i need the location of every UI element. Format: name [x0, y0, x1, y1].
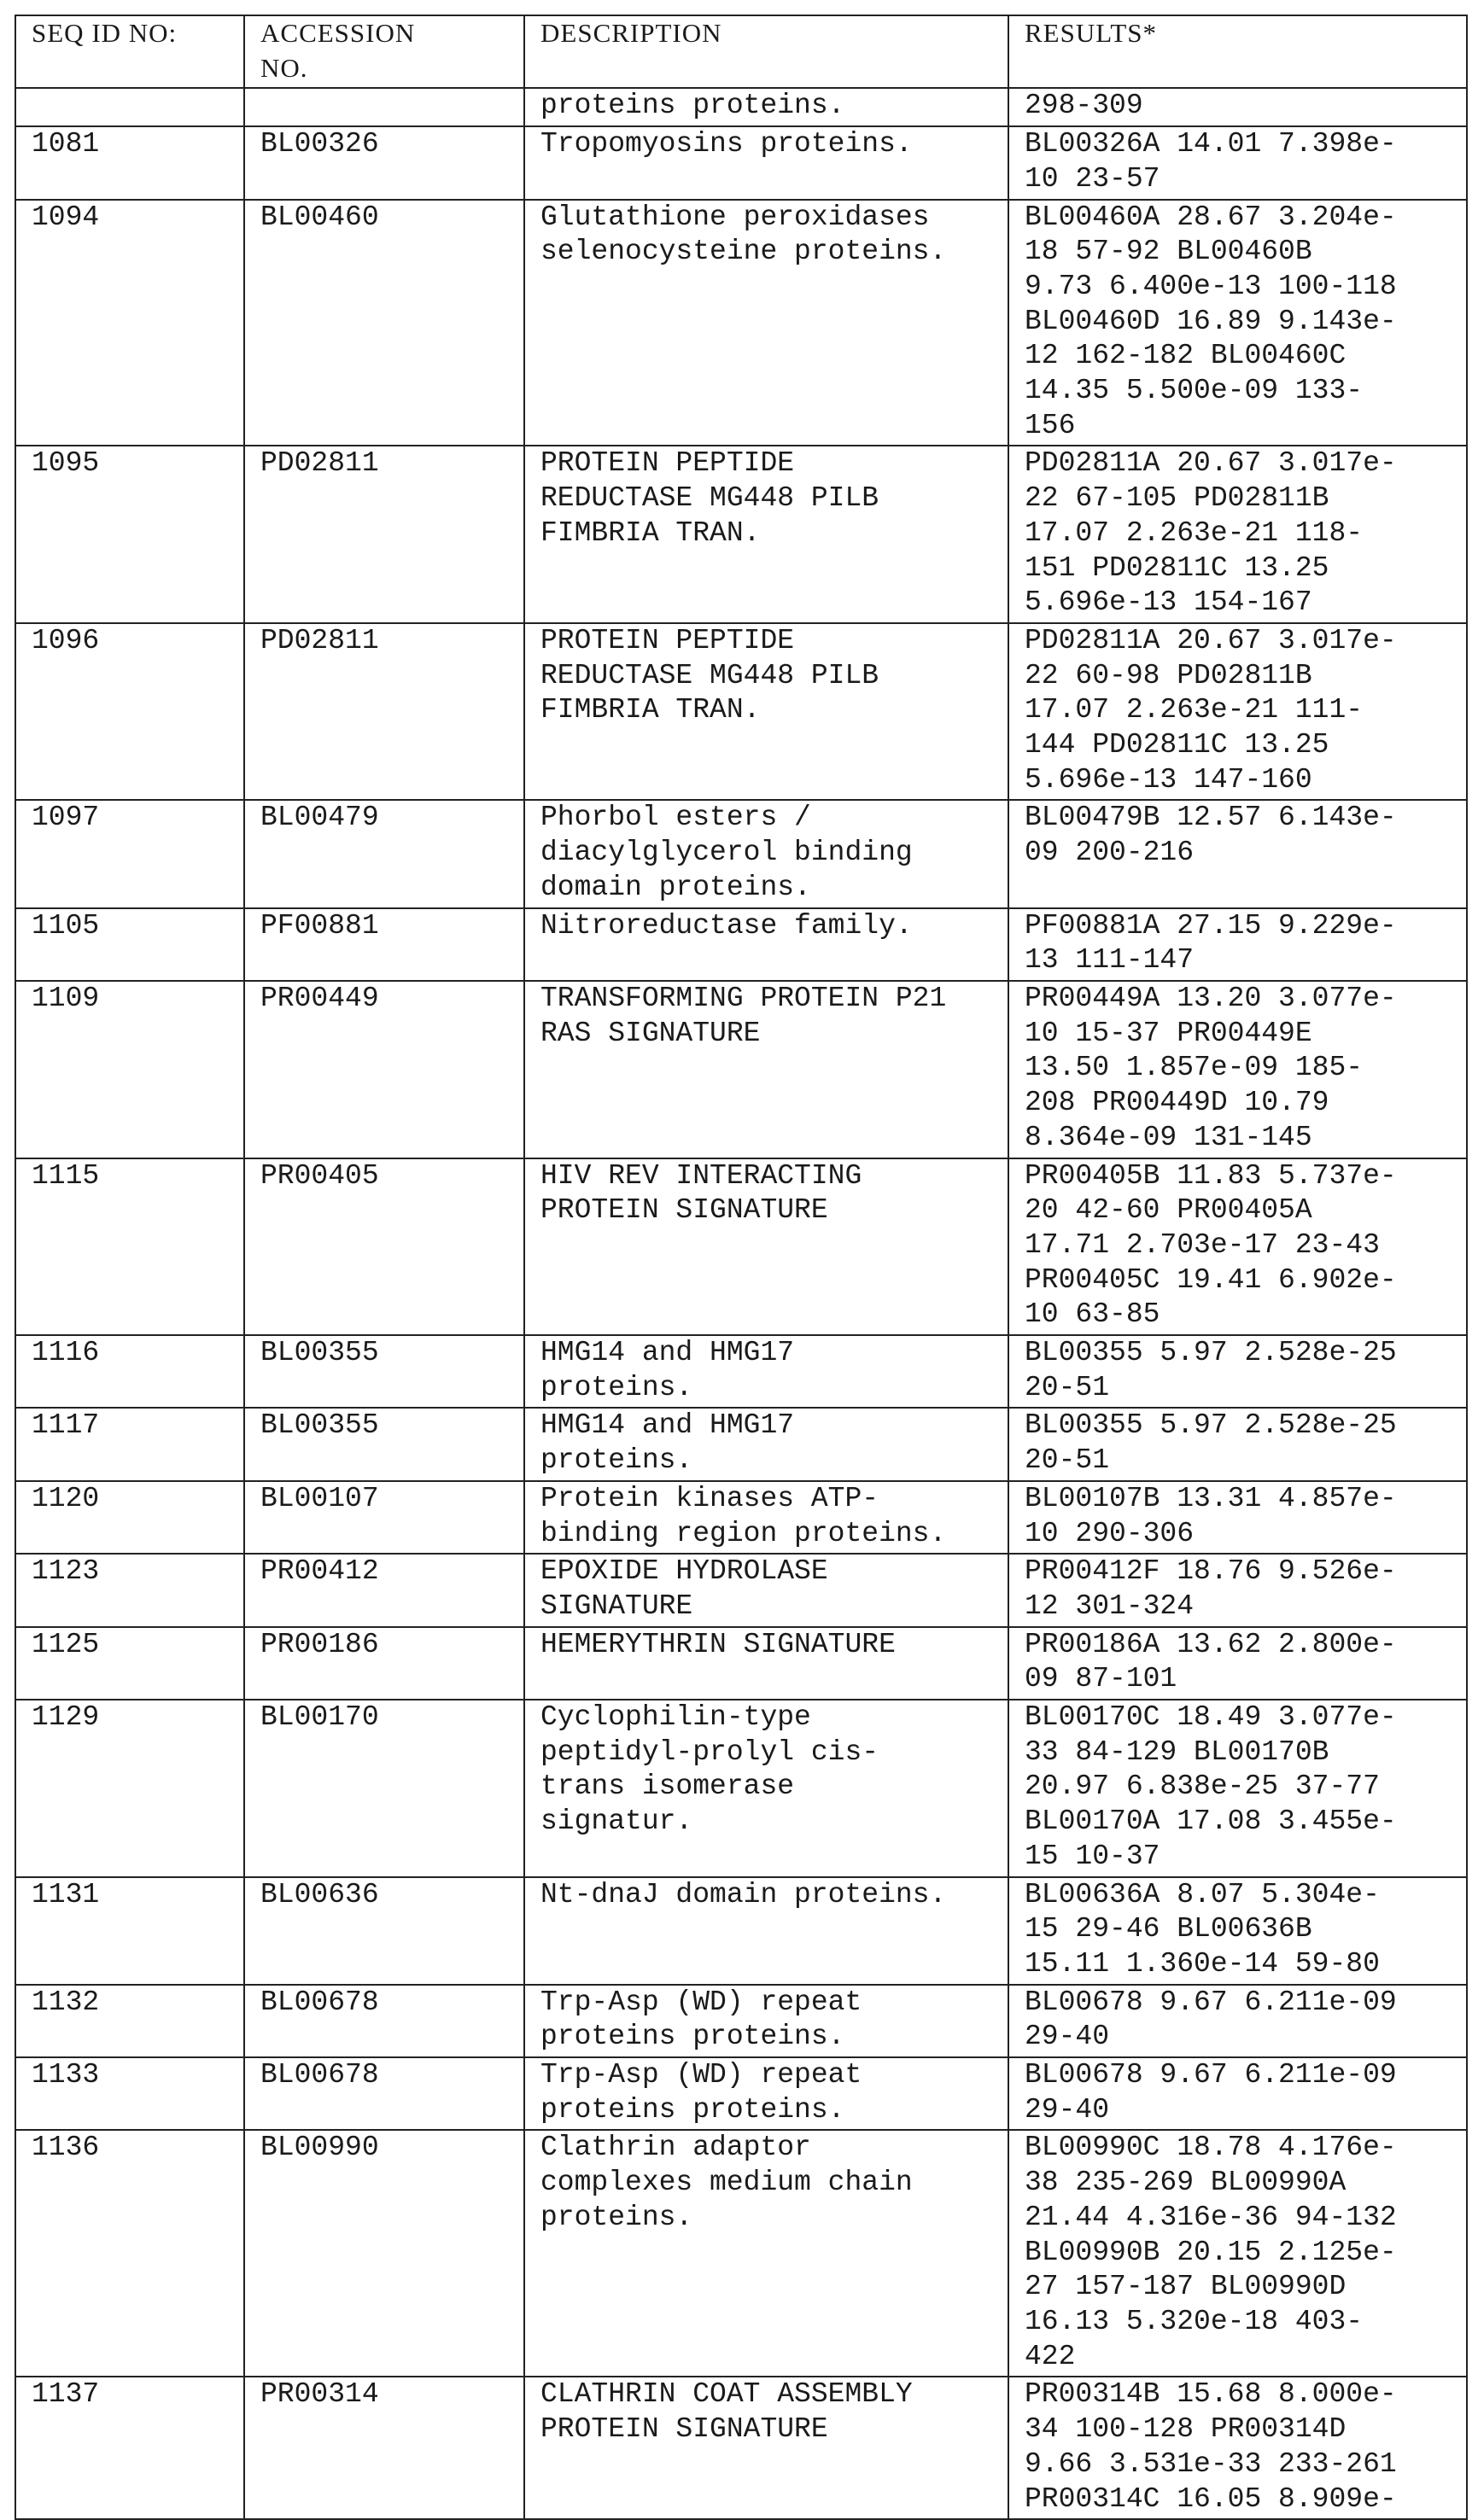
description-cell: Nt-dnaJ domain proteins.	[524, 1877, 1008, 1985]
seq-id-cell: 1097	[15, 800, 244, 907]
accession-cell: BL00107	[244, 1481, 524, 1554]
accession-cell: BL00479	[244, 800, 524, 907]
accession-cell: PF00881	[244, 908, 524, 981]
description-cell: HMG14 and HMG17 proteins.	[524, 1335, 1008, 1408]
results-cell: PR00405B 11.83 5.737e- 20 42-60 PR00405A 17.71 2.703e-17 23-43 PR00405C 19.41 6.902e- 10 63-85	[1008, 1158, 1467, 1336]
accession-cell: BL00170	[244, 1700, 524, 1877]
description-cell: proteins proteins.	[524, 88, 1008, 126]
header-row	[15, 15, 1467, 88]
results-cell: BL00990C 18.78 4.176e- 38 235-269 BL00990A 21.44 4.316e-36 94-132 BL00990B 20.15 2.125e- 27 157-187 BL00990D 16.13 5.320e-18 403- 422	[1008, 2130, 1467, 2377]
accession-cell: PR00186	[244, 1627, 524, 1700]
results-table	[15, 15, 1468, 2520]
header-description: DESCRIPTION	[524, 15, 1008, 88]
description-cell: Cyclophilin-type peptidyl-prolyl cis- trans isomerase signatur.	[524, 1700, 1008, 1877]
seq-id-cell: 1137	[15, 2377, 244, 2519]
description-cell: Protein kinases ATP- binding region proteins.	[524, 1481, 1008, 1554]
accession-cell: PD02811	[244, 446, 524, 623]
results-cell: 298-309	[1008, 88, 1467, 126]
seq-id-cell: 1094	[15, 200, 244, 446]
seq-id-cell: 1123	[15, 1554, 244, 1626]
results-cell: BL00355 5.97 2.528e-25 20-51	[1008, 1335, 1467, 1408]
seq-id-cell: 1081	[15, 126, 244, 199]
description-cell: EPOXIDE HYDROLASE SIGNATURE	[524, 1554, 1008, 1626]
description-cell: Trp-Asp (WD) repeat proteins proteins.	[524, 2057, 1008, 2130]
table-row	[15, 1335, 1467, 1408]
seq-id-cell: 1105	[15, 908, 244, 981]
seq-id-cell: 1129	[15, 1700, 244, 1877]
description-cell: HIV REV INTERACTING PROTEIN SIGNATURE	[524, 1158, 1008, 1336]
results-cell: BL00479B 12.57 6.143e- 09 200-216	[1008, 800, 1467, 907]
results-cell: PR00186A 13.62 2.800e- 09 87-101	[1008, 1627, 1467, 1700]
table-row	[15, 1481, 1467, 1554]
description-cell: CLATHRIN COAT ASSEMBLY PROTEIN SIGNATURE	[524, 2377, 1008, 2519]
results-cell: BL00678 9.67 6.211e-09 29-40	[1008, 1985, 1467, 2057]
results-cell: BL00170C 18.49 3.077e- 33 84-129 BL00170B 20.97 6.838e-25 37-77 BL00170A 17.08 3.455e- 15 10-37	[1008, 1700, 1467, 1877]
description-cell: PROTEIN PEPTIDE REDUCTASE MG448 PILB FIMBRIA TRAN.	[524, 623, 1008, 801]
table-row	[15, 1985, 1467, 2057]
seq-id-cell: 1116	[15, 1335, 244, 1408]
accession-cell: BL00355	[244, 1335, 524, 1408]
seq-id-cell: 1095	[15, 446, 244, 623]
table-row	[15, 1554, 1467, 1626]
seq-id-cell: 1136	[15, 2130, 244, 2377]
table-row	[15, 2057, 1467, 2130]
description-cell: HEMERYTHRIN SIGNATURE	[524, 1627, 1008, 1700]
seq-id-cell	[15, 88, 244, 126]
accession-cell: PR00405	[244, 1158, 524, 1336]
results-cell: PD02811A 20.67 3.017e- 22 67-105 PD02811B 17.07 2.263e-21 118- 151 PD02811C 13.25 5.696e-13 154-167	[1008, 446, 1467, 623]
table-row	[15, 623, 1467, 801]
table-row	[15, 1408, 1467, 1480]
results-cell: PF00881A 27.15 9.229e- 13 111-147	[1008, 908, 1467, 981]
results-cell: BL00678 9.67 6.211e-09 29-40	[1008, 2057, 1467, 2130]
header-seq-id: SEQ ID NO:	[15, 15, 244, 88]
description-cell: Phorbol esters / diacylglycerol binding domain proteins.	[524, 800, 1008, 907]
results-cell: BL00107B 13.31 4.857e- 10 290-306	[1008, 1481, 1467, 1554]
accession-cell: PD02811	[244, 623, 524, 801]
description-cell: Nitroreductase family.	[524, 908, 1008, 981]
description-cell: Clathrin adaptor complexes medium chain proteins.	[524, 2130, 1008, 2377]
description-cell: TRANSFORMING PROTEIN P21 RAS SIGNATURE	[524, 981, 1008, 1158]
results-cell: PR00412F 18.76 9.526e- 12 301-324	[1008, 1554, 1467, 1626]
results-cell: BL00636A 8.07 5.304e- 15 29-46 BL00636B 15.11 1.360e-14 59-80	[1008, 1877, 1467, 1985]
seq-id-cell: 1132	[15, 1985, 244, 2057]
results-cell: BL00355 5.97 2.528e-25 20-51	[1008, 1408, 1467, 1480]
accession-cell: BL00990	[244, 2130, 524, 2377]
table-row	[15, 1877, 1467, 1985]
seq-id-cell: 1133	[15, 2057, 244, 2130]
accession-cell: PR00449	[244, 981, 524, 1158]
accession-cell: PR00314	[244, 2377, 524, 2519]
table-row	[15, 1700, 1467, 1877]
seq-id-cell: 1125	[15, 1627, 244, 1700]
table-row	[15, 2130, 1467, 2377]
accession-cell	[244, 88, 524, 126]
table-row	[15, 981, 1467, 1158]
table-row	[15, 1627, 1467, 1700]
table-row	[15, 200, 1467, 446]
table-row	[15, 2377, 1467, 2519]
header-accession: ACCESSION NO.	[244, 15, 524, 88]
seq-id-cell: 1120	[15, 1481, 244, 1554]
table-row	[15, 126, 1467, 199]
results-cell: BL00326A 14.01 7.398e- 10 23-57	[1008, 126, 1467, 199]
seq-id-cell: 1115	[15, 1158, 244, 1336]
seq-id-cell: 1109	[15, 981, 244, 1158]
description-cell: Glutathione peroxidases selenocysteine proteins.	[524, 200, 1008, 446]
table-row	[15, 446, 1467, 623]
seq-id-cell: 1131	[15, 1877, 244, 1985]
results-cell: PD02811A 20.67 3.017e- 22 60-98 PD02811B 17.07 2.263e-21 111- 144 PD02811C 13.25 5.696e-13 147-160	[1008, 623, 1467, 801]
header-results: RESULTS*	[1008, 15, 1467, 88]
accession-cell: BL00326	[244, 126, 524, 199]
accession-cell: BL00460	[244, 200, 524, 446]
description-cell: PROTEIN PEPTIDE REDUCTASE MG448 PILB FIMBRIA TRAN.	[524, 446, 1008, 623]
description-cell: Trp-Asp (WD) repeat proteins proteins.	[524, 1985, 1008, 2057]
accession-cell: BL00678	[244, 1985, 524, 2057]
seq-id-cell: 1117	[15, 1408, 244, 1480]
table-row	[15, 88, 1467, 126]
results-cell: BL00460A 28.67 3.204e- 18 57-92 BL00460B 9.73 6.400e-13 100-118 BL00460D 16.89 9.143e- 12 162-182 BL00460C 14.35 5.500e-09 133- 156	[1008, 200, 1467, 446]
results-cell: PR00314B 15.68 8.000e- 34 100-128 PR00314D 9.66 3.531e-33 233-261 PR00314C 16.05 8.909e-	[1008, 2377, 1467, 2519]
description-cell: HMG14 and HMG17 proteins.	[524, 1408, 1008, 1480]
table-row	[15, 908, 1467, 981]
accession-cell: BL00636	[244, 1877, 524, 1985]
table-row	[15, 800, 1467, 907]
accession-cell: BL00678	[244, 2057, 524, 2130]
table-row	[15, 1158, 1467, 1336]
seq-id-cell: 1096	[15, 623, 244, 801]
description-cell: Tropomyosins proteins.	[524, 126, 1008, 199]
accession-cell: BL00355	[244, 1408, 524, 1480]
results-cell: PR00449A 13.20 3.077e- 10 15-37 PR00449E 13.50 1.857e-09 185- 208 PR00449D 10.79 8.364e-09 131-145	[1008, 981, 1467, 1158]
accession-cell: PR00412	[244, 1554, 524, 1626]
